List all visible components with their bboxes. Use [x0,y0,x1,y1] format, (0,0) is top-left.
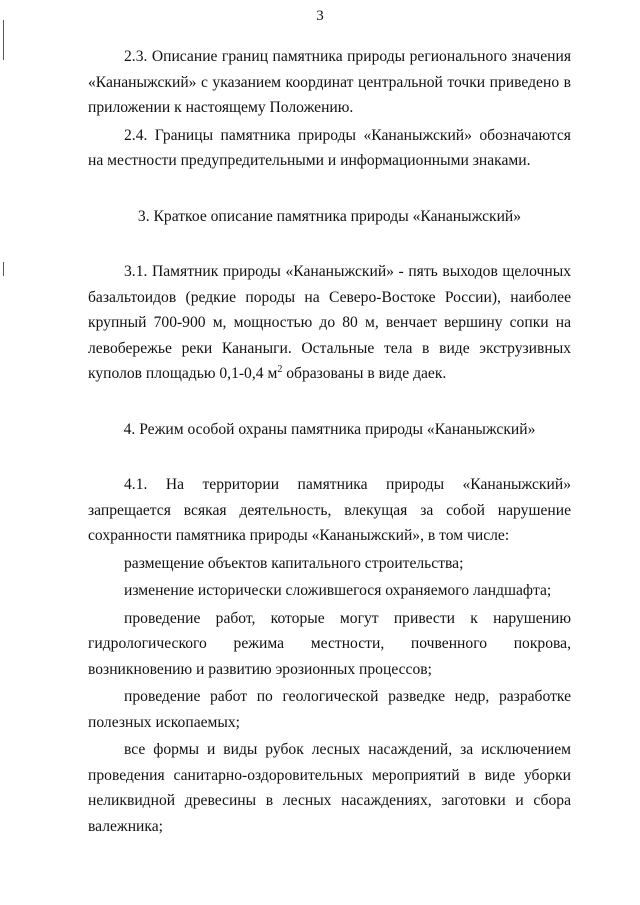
superscript-2: 2 [277,363,283,375]
list-item-hydrology: проведение работ, которые могут привести к нарушению гидрологического режима местности, почвенного покрова, возникновению и развитию эрозионных процессов; [88,609,571,678]
section-3-heading: 3. Краткое описание памятника природы «Кананыжский» [137,207,522,225]
list-item-logging: все формы и виды рубок лесных насаждений, за исключением проведения санитарно-оздоровительных мероприятий в виде уборки неликвидной древесины в лесных насаждениях, заготовки и сбора валежника; [88,741,571,835]
list-item-capital-construction: размещение объектов капитального строительства; [124,554,464,572]
paragraph-2-4: 2.4. Границы памятника природы «Кананыжский» обозначаются на местности предупредительными и информационными знаками. [88,126,571,169]
list-item-landscape: изменение исторически сложившегося охраняемого ландшафта; [124,582,552,599]
section-4-heading: 4. Режим особой охраны памятника природы «Кананыжский» [123,420,536,438]
document-body [88,44,571,839]
paragraph-4-1: 4.1. На территории памятника природы «Кананыжский» запрещается всякая деятельность, влекущая за собой нарушение сохранности памятника природы «Кананыжский», в том числе: [88,476,571,544]
scan-margin-mark-middle [3,262,4,276]
paragraph-3-1 [88,259,571,387]
paragraph-3-1-end: образованы в виде даек. [282,365,447,382]
paragraph-2-3: 2.3. Описание границ памятника природы регионального значения «Кананыжский» с указанием координат центральной точки приведено в приложении к настоящему Положению. [88,48,571,116]
scan-margin-mark-top [3,20,4,60]
page-number: 3 [316,8,324,24]
paragraph-3-1-text: 3.1. Памятник природы «Кананыжский» - пять выходов щелочных базальтоидов (редкие породы на Северо-Востоке России), наиболее крупный 700-900 м, мощностью до 80 м, венчает вершину сопки на левобережье реки Кананыги. Остальные тела в виде экструзивных куполов площадью 0,1-0,4 м [88,263,571,382]
list-item-geology: проведение работ по геологической разведке недр, разработке полезных ископаемых; [88,688,571,731]
